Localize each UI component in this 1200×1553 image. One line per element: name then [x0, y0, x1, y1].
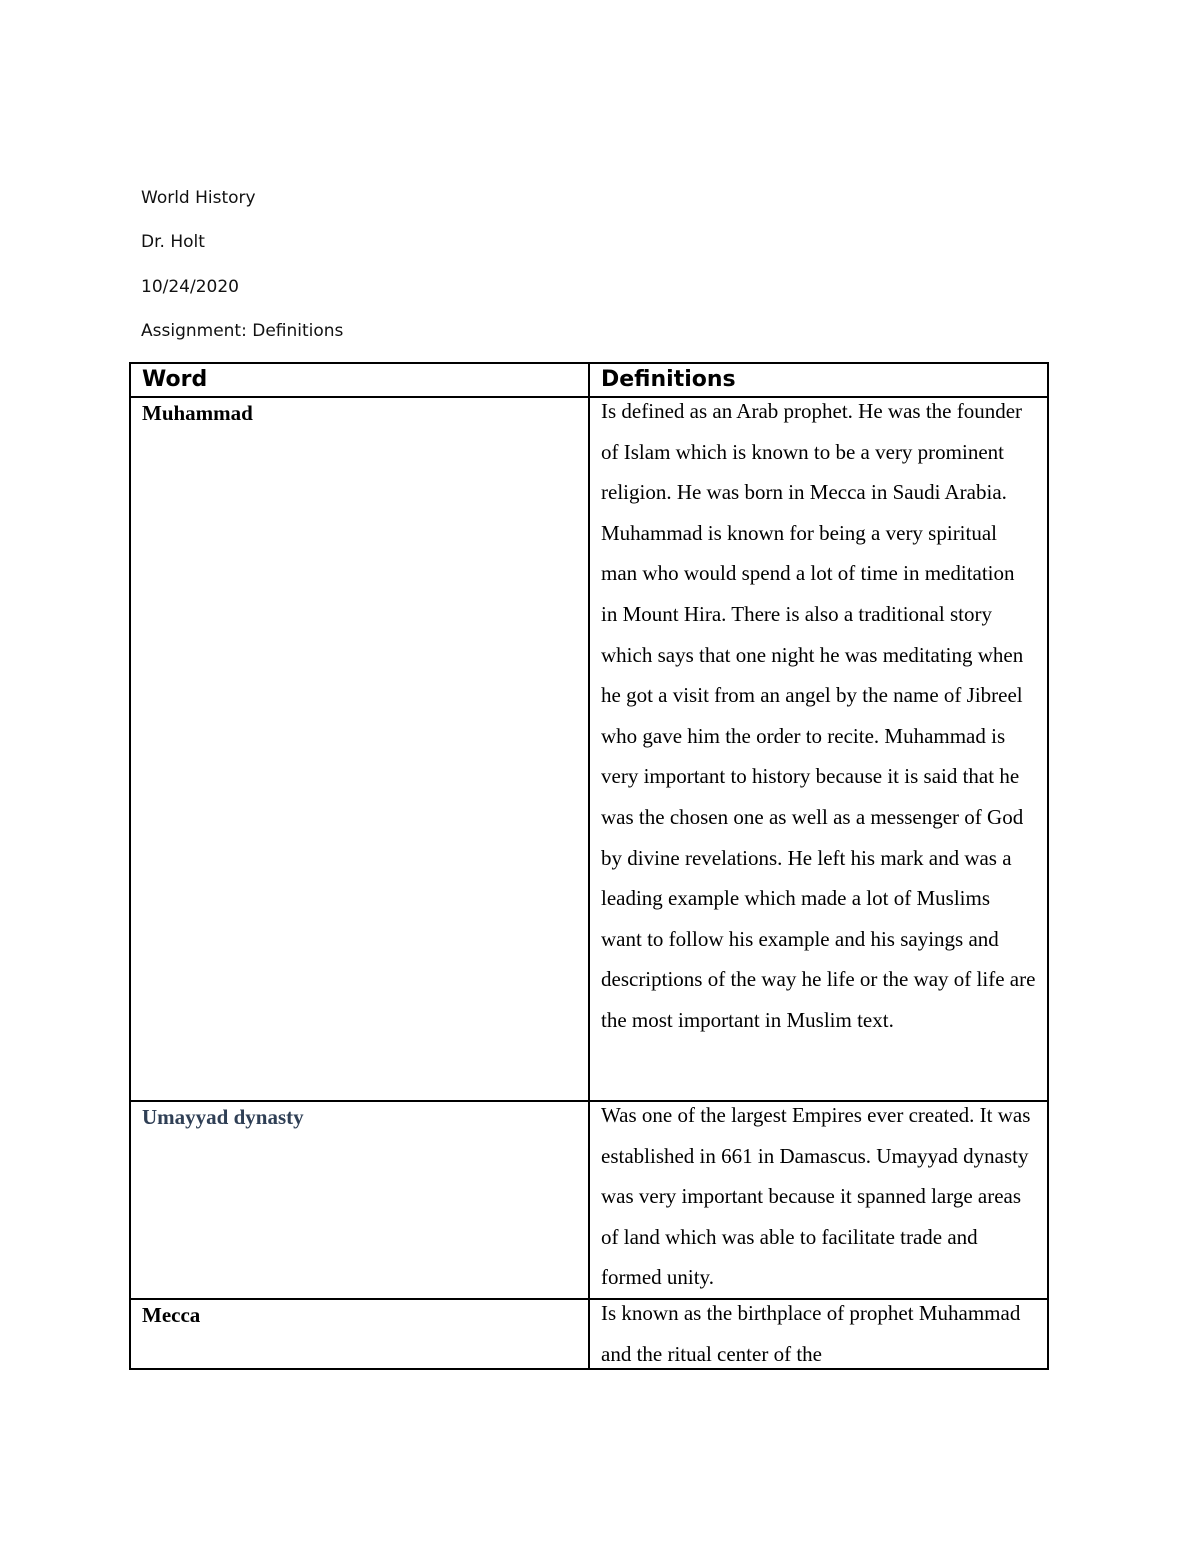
- definition-cell: [589, 397, 1048, 1101]
- table-row: [130, 397, 1048, 1101]
- course-title: World History: [141, 188, 256, 208]
- term-cell: Umayyad dynasty: [130, 1101, 589, 1299]
- definition-cell: [589, 1299, 1048, 1369]
- assignment-date: 10/24/2020: [141, 277, 239, 297]
- definition-text: Is defined as an Arab prophet. He was the founder of Islam which is known to be a very prominent religion. He was born in Mecca in Saudi Arabia. Muhammad is known for being a very spiritual man who would spend a lot of time in meditation in Mount Hira. There is also a traditional story which says that one night he was meditating when he got a visit from an angel by the name of Jibreel who gave him the order to recite. Muhammad is very important to history because it is said that he was the chosen one as well as a messenger of God by divine revelations. He left his mark and was a leading example which made a lot of Muslims want to follow his example and his sayings and descriptions of the way he life or the way of life are the most important in Muslim text.: [601, 399, 1036, 1032]
- column-header-definitions: Definitions: [589, 363, 1048, 397]
- definition-clip: [601, 1300, 1036, 1368]
- term-cell: Mecca: [130, 1299, 589, 1369]
- column-header-word: Word: [130, 363, 589, 397]
- definition-cell: [589, 1101, 1048, 1299]
- table-row: [130, 1101, 1048, 1299]
- term-cell: Muhammad: [130, 397, 589, 1101]
- table-row: [130, 1299, 1048, 1369]
- instructor-name: Dr. Holt: [141, 232, 205, 252]
- definition-text: Was one of the largest Empires ever created. It was established in 661 in Damascus. Umayyad dynasty was very important because it spanned large areas of land which was able to facilitate trade and formed unity.: [601, 1103, 1031, 1290]
- definitions-table: [129, 362, 1049, 1370]
- definition-text: Is known as the birthplace of prophet Muhammad and the ritual center of the: [601, 1300, 1021, 1366]
- assignment-title: Assignment: Definitions: [141, 321, 344, 341]
